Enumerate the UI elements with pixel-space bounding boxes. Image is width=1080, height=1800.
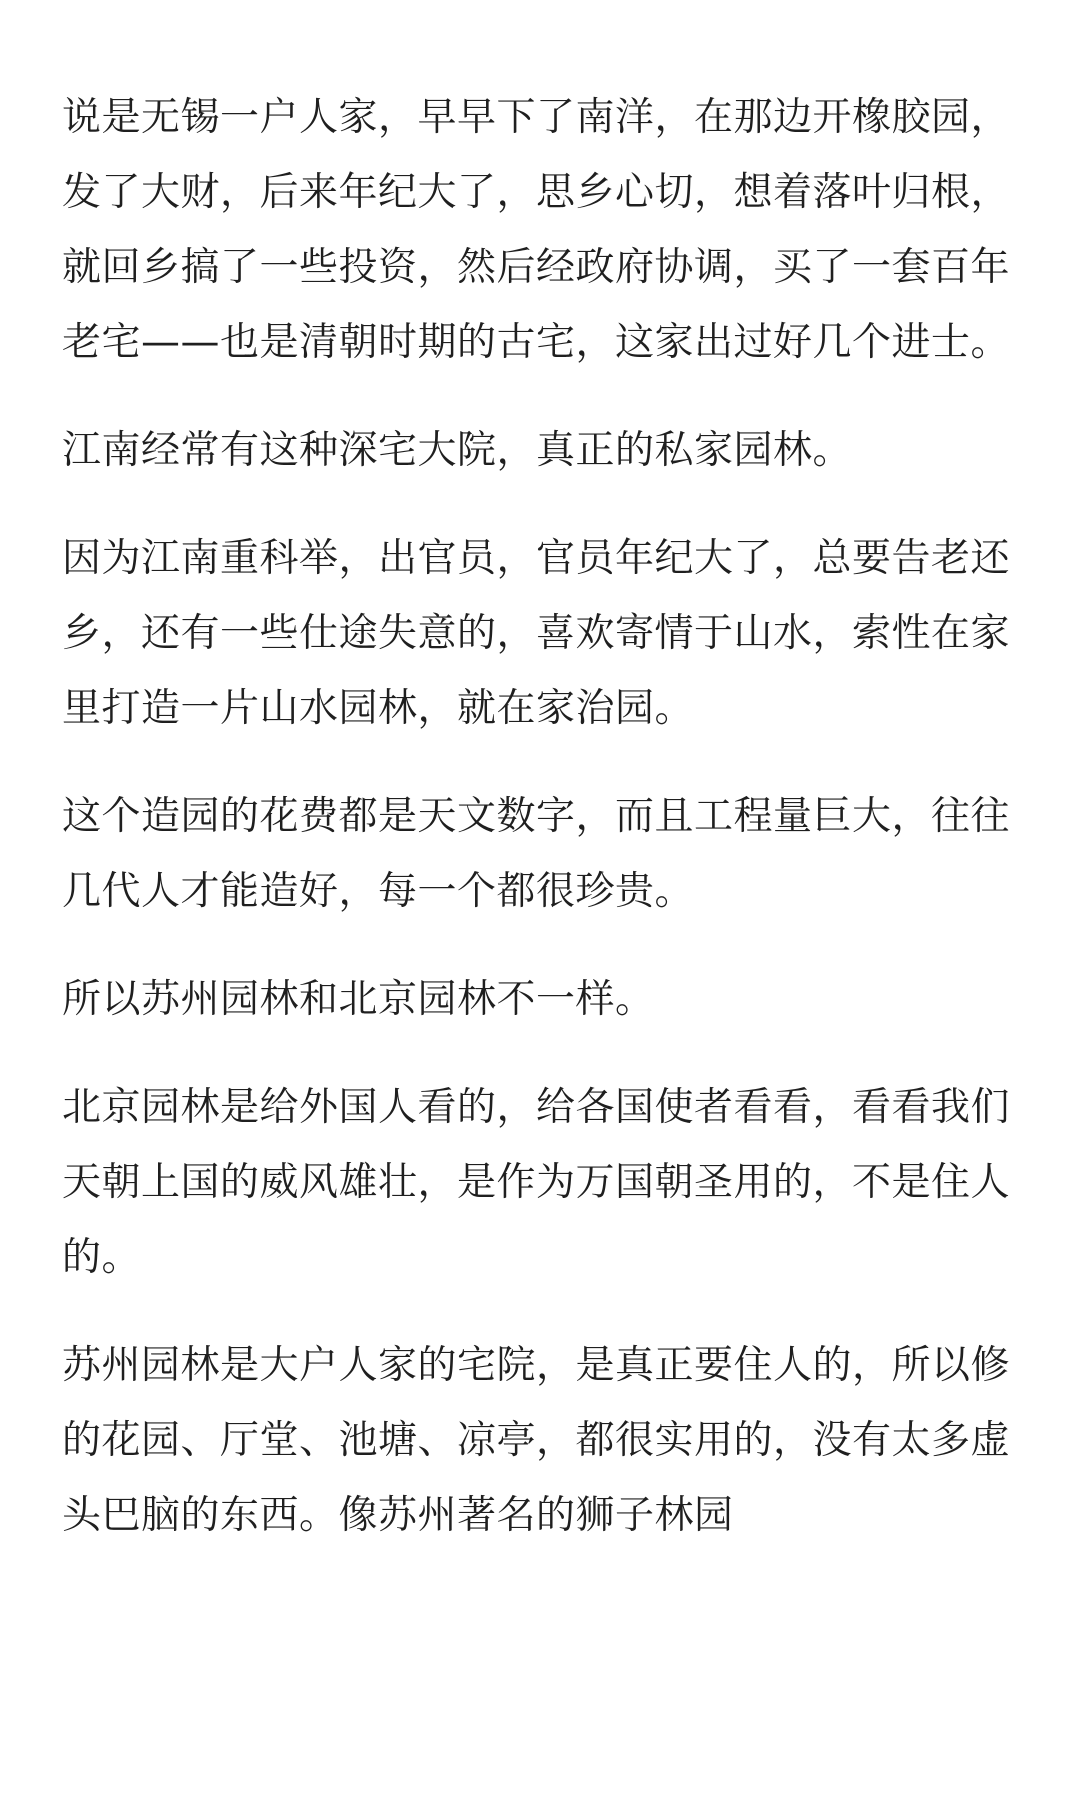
- paragraph-officials-retire: 因为江南重科举，出官员，官员年纪大了，总要告老还乡，还有一些仕途失意的，喜欢寄情于山水，索性在家里打造一片山水园林，就在家治园。: [62, 536, 1011, 731]
- paragraph-jiangnan-gardens: 江南经常有这种深宅大院，真正的私家园林。: [62, 428, 853, 473]
- paragraph-garden-cost: 这个造园的花费都是天文数字，而且工程量巨大，往往几代人才能造好，每一个都很珍贵。: [62, 794, 1011, 914]
- paragraph-beijing-gardens: 北京园林是给外国人看的，给各国使者看看，看看我们天朝上国的威风雄壮，是作为万国朝圣用的，不是住人的。: [62, 1085, 1011, 1280]
- article-body: [62, 80, 1022, 1586]
- paragraph-suzhou-vs-beijing: 所以苏州园林和北京园林不一样。: [62, 977, 655, 1022]
- paragraph-suzhou-gardens: 苏州园林是大户人家的宅院，是真正要住人的，所以修的花园、厅堂、池塘、凉亭，都很实用的，没有太多虚头巴脑的东西。像苏州著名的狮子林园: [62, 1343, 1011, 1538]
- paragraph-wuxi-family: 说是无锡一户人家，早早下了南洋，在那边开橡胶园，发了大财，后来年纪大了，思乡心切，想着落叶归根，就回乡搞了一些投资，然后经政府协调，买了一套百年老宅——也是清朝时期的古宅，这家出过好几个进士。: [62, 95, 1011, 365]
